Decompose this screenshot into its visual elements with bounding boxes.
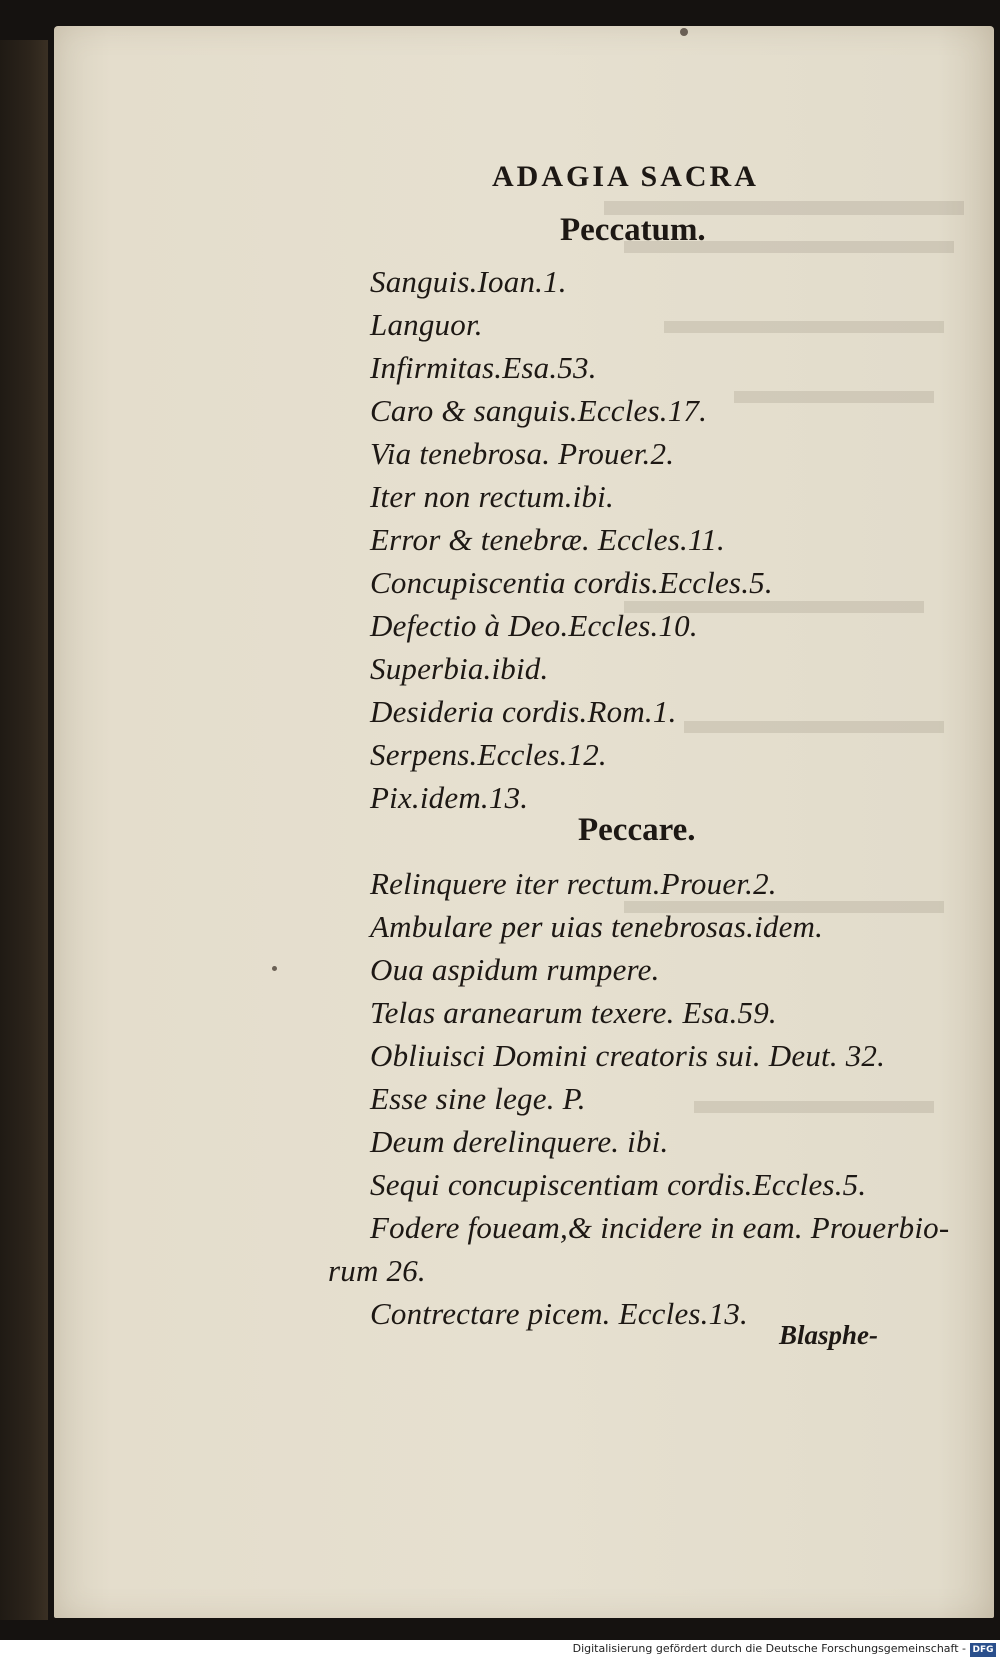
entry-line: Sequi concupiscentiam cordis.Eccles.5. <box>370 1167 867 1202</box>
ink-spot <box>272 966 277 971</box>
entry-line: Via tenebrosa. Prouer.2. <box>370 436 675 471</box>
footer-credit: Digitalisierung gefördert durch die Deutsche Forschungsgemeinschaft - <box>572 1642 966 1655</box>
entry-line: Defectio à Deo.Eccles.10. <box>370 608 698 643</box>
binding-edge <box>0 40 48 1620</box>
entry-line: Sanguis.Ioan.1. <box>370 264 567 299</box>
entry-line: Languor. <box>370 307 483 342</box>
entry-line-continuation: rum 26. <box>328 1253 426 1288</box>
section-heading-peccatum: Peccatum. <box>560 212 706 248</box>
ink-spot <box>680 28 688 36</box>
entry-line: Ambulare per uias tenebrosas.idem. <box>370 909 824 944</box>
entry-line: Oua aspidum rumpere. <box>370 952 660 987</box>
entry-line: Error & tenebræ. Eccles.11. <box>370 522 725 557</box>
catchword: Blasphe- <box>779 1320 879 1350</box>
entry-line: Relinquere iter rectum.Prouer.2. <box>370 866 777 901</box>
entry-line: Iter non rectum.ibi. <box>370 479 614 514</box>
entry-line: Telas aranearum texere. Esa.59. <box>370 995 777 1030</box>
entry-line: Esse sine lege. P. <box>370 1081 586 1116</box>
running-head: ADAGIA SACRA <box>492 160 759 193</box>
digitization-footer <box>0 1640 1000 1661</box>
entry-line: Contrectare picem. Eccles.13. <box>370 1296 748 1331</box>
entry-line: Obliuisci Domini creatoris sui. Deut. 32. <box>370 1038 886 1073</box>
entry-line: Concupiscentia cordis.Eccles.5. <box>370 565 773 600</box>
entry-line: Deum derelinquere. ibi. <box>370 1124 669 1159</box>
entry-line: Pix.idem.13. <box>370 780 529 815</box>
entry-line: Desideria cordis.Rom.1. <box>370 694 677 729</box>
entry-line: Infirmitas.Esa.53. <box>370 350 597 385</box>
entry-line: Superbia.ibid. <box>370 651 549 686</box>
section-heading-peccare: Peccare. <box>578 812 696 848</box>
entry-line: Serpens.Eccles.12. <box>370 737 607 772</box>
dfg-logo-icon: DFG <box>970 1643 996 1657</box>
entry-line: Caro & sanguis.Eccles.17. <box>370 393 708 428</box>
entry-line: Fodere foueam,& incidere in eam. Prouerbio- <box>370 1210 950 1245</box>
